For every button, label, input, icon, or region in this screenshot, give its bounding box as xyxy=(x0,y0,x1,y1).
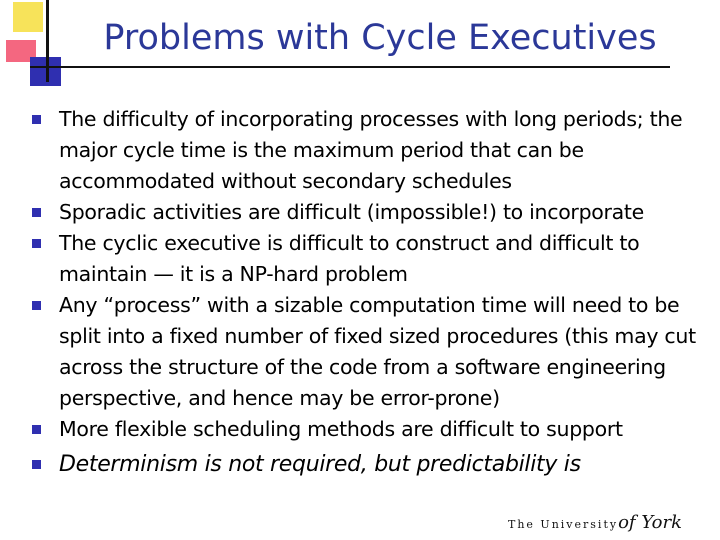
logo-text: The University xyxy=(508,518,619,531)
bullet-text: More flexible scheduling methods are difficult to support xyxy=(59,417,623,441)
vertical-rule xyxy=(46,0,49,82)
bullet-text: Any “process” with a sizable computation time will need to be split into a fixed number of fixed sized procedures (this may cut across the structure of the code from a software engineering perspective, and hence may be error-prone) xyxy=(59,293,696,410)
bullet-item xyxy=(30,228,700,290)
bullet-item xyxy=(30,414,700,445)
square-bullet-icon xyxy=(32,208,41,217)
decorative-yellow-square xyxy=(13,2,43,32)
slide-title: Problems with Cycle Executives xyxy=(103,18,657,58)
title-underline xyxy=(30,66,670,68)
bullet-item xyxy=(30,290,700,414)
bullet-item xyxy=(30,449,700,480)
bullet-item xyxy=(30,197,700,228)
bullet-text: The difficulty of incorporating processes with long periods; the major cycle time is the maximum period that can be accommodated without secondary schedules xyxy=(59,107,683,193)
square-bullet-icon xyxy=(32,425,41,434)
logo-script-text: of York xyxy=(618,512,682,533)
square-bullet-icon xyxy=(32,115,41,124)
bullet-list xyxy=(30,104,700,480)
bullet-text: Determinism is not required, but predictability is xyxy=(59,452,581,477)
bullet-text: The cyclic executive is difficult to construct and difficult to maintain — it is a NP-hard problem xyxy=(59,231,640,286)
square-bullet-icon xyxy=(32,301,41,310)
bullet-text: Sporadic activities are difficult (impossible!) to incorporate xyxy=(59,200,644,224)
square-bullet-icon xyxy=(32,460,41,469)
square-bullet-icon xyxy=(32,239,41,248)
university-logo xyxy=(508,512,682,533)
bullet-item xyxy=(30,104,700,197)
